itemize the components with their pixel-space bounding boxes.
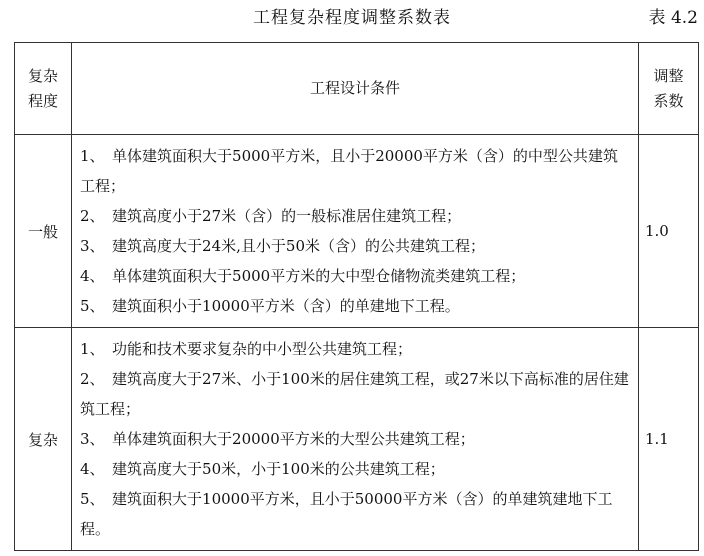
level-cell: 复杂 [15, 328, 72, 551]
condition-item: 5、 建筑面积小于10000平方米（含）的单建地下工程。 [80, 297, 460, 315]
header-coef-line2: 系数 [653, 91, 684, 110]
coefficient-table [14, 42, 699, 551]
header-coef-line1: 调整 [653, 66, 684, 85]
condition-item: 2、 建筑高度小于27米（含）的一般标准居住建筑工程； [80, 207, 462, 225]
condition-item: 1、 单体建筑面积大于5000平方米，且小于20000平方米（含）的中型公共建筑工程； [80, 147, 618, 195]
table-header-row [15, 43, 699, 135]
condition-item: 1、 功能和技术要求复杂的中小型公共建筑工程； [80, 340, 413, 358]
coefficient-cell: 1.1 [639, 328, 699, 551]
header-design-conditions: 工程设计条件 [72, 43, 639, 135]
header-complexity-level [15, 43, 72, 135]
condition-item: 4、 单体建筑面积大于5000平方米的大中型仓储物流类建筑工程； [80, 267, 526, 285]
conditions-cell [72, 328, 639, 551]
table-title: 工程复杂程度调整系数表 [253, 8, 451, 28]
coefficient-cell: 1.0 [639, 135, 699, 328]
condition-item: 3、 单体建筑面积大于20000平方米的大型公共建筑工程； [80, 430, 475, 448]
table-row [15, 328, 699, 551]
table-row [15, 135, 699, 328]
conditions-cell [72, 135, 639, 328]
table-number: 表 4.2 [648, 8, 698, 28]
header-level-line2: 程度 [27, 91, 58, 110]
header-level-line1: 复杂 [27, 66, 58, 85]
header-adjustment-coefficient [639, 43, 699, 135]
level-cell: 一般 [15, 135, 72, 328]
condition-item: 4、 建筑高度大于50米，小于100米的公共建筑工程； [80, 460, 445, 478]
condition-item: 2、 建筑高度大于27米、小于100米的居住建筑工程，或27米以下高标准的居住建筑工程； [80, 370, 629, 418]
condition-item: 5、 建筑面积大于10000平方米，且小于50000平方米（含）的单建筑建地下工程。 [80, 490, 613, 538]
condition-item: 3、 建筑高度大于24米,且小于50米（含）的公共建筑工程； [80, 237, 485, 255]
